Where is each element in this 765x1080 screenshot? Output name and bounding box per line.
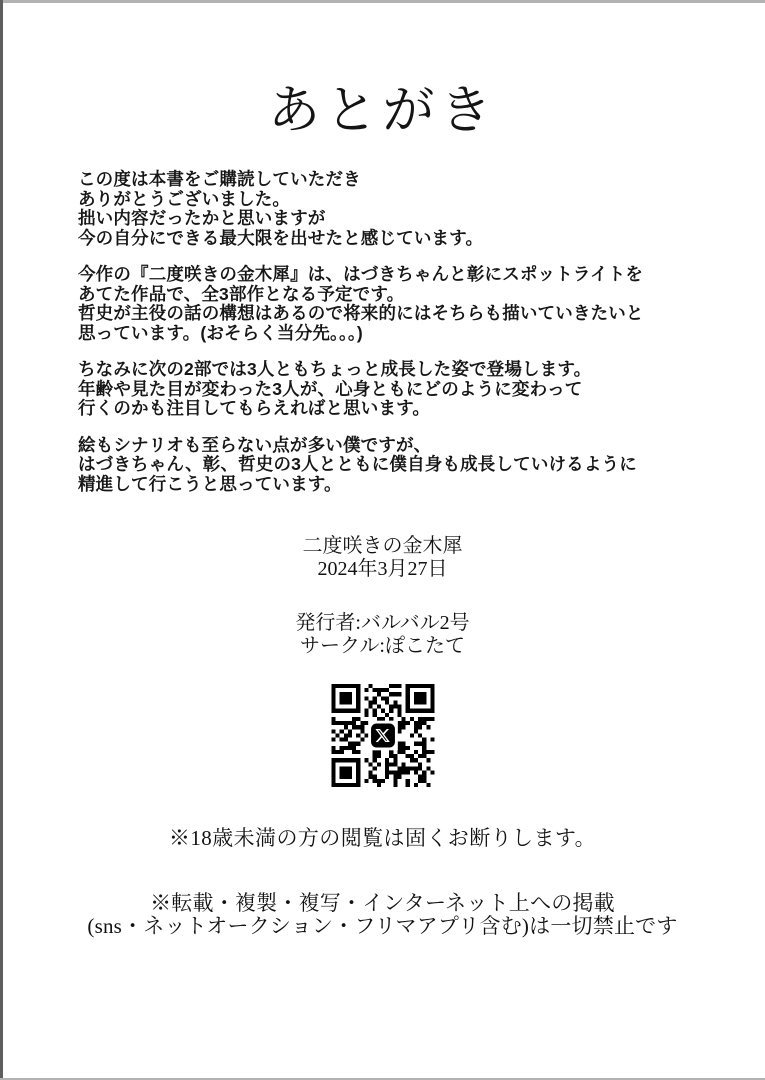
paragraph-next-part [78,360,698,419]
circle-line: サークル:ぽこたて [300,635,465,657]
text-line: 行くのかも注目してもらえればと思います。 [78,398,431,418]
paragraph-thanks [78,170,698,248]
x-logo-icon [368,721,398,751]
text-line: 思っています。(おそらく当分先。。。) [78,322,363,343]
colophon-publisher [0,612,765,658]
text-line: ちなみに次の2部では3人ともちょっと成長した姿で登場します。 [78,359,592,379]
text-line: 今作の『二度咲きの金木犀』は、はづきちゃんと彰にスポットライトを [78,264,644,284]
release-date: 2024年3月27日 [317,558,448,580]
text-line: ※転載・複製・複写・インターネット上への掲載 [150,891,615,915]
qr-code [331,684,434,787]
text-line: (sns・ネットオークション・フリマアプリ含む)は一切禁止です [87,913,678,938]
paragraph-closing [78,436,698,495]
text-line: 絵もシナリオも至らない点が多い僕ですが、 [78,434,432,455]
page-title: あとがき [268,83,497,140]
text-line: 哲史が主役の話の構想はあるので将来的にはそちらも描いていきたいと [78,303,644,323]
text-line: あてた作品で、全3部作となる予定です。 [78,283,405,304]
text-line: 拙い内容だったかと思いますが [78,208,326,228]
colophon-title-date [0,535,765,581]
text-line: ありがとうございました。 [78,188,291,209]
paragraph-series-plan [78,265,698,343]
text-line: はづきちゃん、彰、哲史の3人とともに僕自身も成長していけるように [78,454,637,474]
afterword-body [78,170,698,511]
age-restriction-notice: ※18歳未満の方の閲覧は固くお断りします。 [168,826,597,850]
page-edge-top [0,0,765,3]
work-title: 二度咲きの金木犀 [302,535,463,557]
reproduction-notice [0,892,765,937]
text-line: 年齢や見た目が変わった3人が、心身ともにどのように変わって [78,378,583,399]
publisher-line: 発行者:バルバル2号 [295,612,470,634]
text-line: この度は本書をご購読していただき [78,169,361,189]
text-line: 精進して行こうと思っています。 [78,473,342,494]
text-line: 今の自分にできる最大限を出せたと感じています。 [78,227,484,248]
